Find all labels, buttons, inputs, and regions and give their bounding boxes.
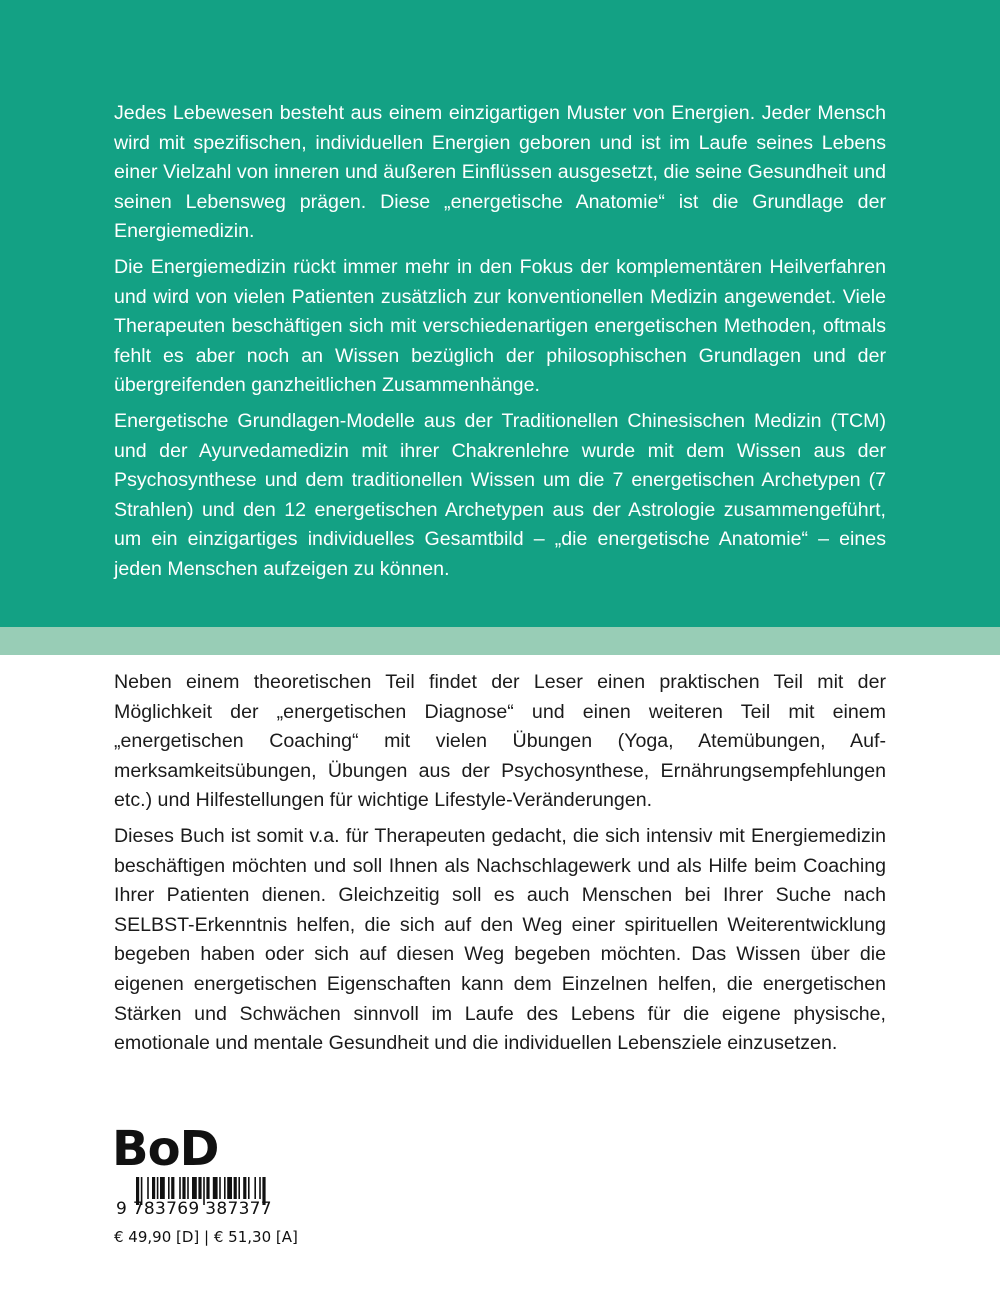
barcode-bar [147,1177,149,1199]
barcode-bar [238,1177,240,1199]
barcode-bar [171,1177,174,1199]
blurb-paragraph-2: Die Energiemedizin rückt immer mehr in den Fokus der komplementären Heilverfahren und wird von vielen Patienten zusätzlich zur konventionellen Medizin angewendet. Viele Therapeuten beschäftigen sich mit verschiedenartigen energetischen Methoden, oftmals fehlt es aber noch an Wissen bezüglich der philosophischen Grundlagen und der übergreifenden ganzheitlichen Zusammenhänge. [114,255,886,397]
barcode-bar [168,1177,170,1199]
barcode-bar [206,1177,209,1199]
barcode-bar [179,1177,181,1199]
price-label: € 49,90 [D] | € 51,30 [A] [114,1228,298,1246]
barcode-bar [152,1177,155,1199]
blurb-paragraph-3: Energetische Grundlagen-Modelle aus der Traditionellen Chinesischen Medizin (TCM) und der Ayurvedamedizin mit ihrer Chakrenlehre wurde mit dem Wissen aus der Psychosynthese und dem traditionellen Wissen um die 7 energetischen Archetypen (7 Strahlen) und den 12 energetischen Archetypen aus der Astrologie zusammengeführt, um ein einzigartiges individuelles Gesamtbild – „die energetische Anatomie“ – eines jeden Menschen aufzeigen zu können. [114,409,886,580]
barcode-bar [234,1177,237,1199]
barcode-bar [198,1177,201,1199]
barcode-bar [192,1177,197,1199]
barcode-bar [227,1177,232,1199]
barcode-bar [219,1177,221,1199]
barcode-bar [243,1177,246,1199]
barcode-bar [160,1177,165,1199]
barcode-bar [213,1177,218,1199]
barcode-bar [182,1177,185,1199]
barcode-bar [254,1177,256,1199]
blurb-paragraph-4: Neben einem theoretischen Teil findet der Leser einen praktischen Teil mit der Möglichkeit der „energetischen Diagnose“ und einen weiteren Teil mit einem „energetischen Coaching“ mit vielen Übungen (Yoga, Atemübungen, Aufmerksamkeitsübungen, Übungen aus der Psychosynthese, Ernährungsempfehlungen etc.) und Hilfestellungen für wichtige Lifestyle-Veränderungen. [114,671,886,812]
isbn-barcode [114,1177,284,1221]
blurb-paragraph-1: Jedes Lebewesen besteht aus einem einzigartigen Muster von Energien. Jeder Mensch wird mit spezifischen, individuellen Energien geboren und ist im Laufe seines Lebens einer Vielzahl von inneren und äußeren Einflüssen ausgesetzt, die seine Gesundheit und seinen Lebensweg prägen. Diese „energetische Anatomie“ ist die Grundlage der Energiemedizin. [114,102,886,243]
barcode-bar [259,1177,261,1199]
barcode-bar [187,1177,189,1199]
top-blurb [114,99,886,591]
publisher-logo: BoD [112,1121,219,1177]
divider-stripe [0,627,1000,655]
blurb-paragraph-5: Dieses Buch ist somit v.a. für Therapeuten gedacht, die sich intensiv mit Energiemedizin beschäftigen möchten und soll Ihnen als Nachschlagewerk und als Hilfe beim Coaching Ihrer Patienten dienen. Gleichzeitig soll es auch Menschen bei Ihrer Suche nach SELBST-Erkenntnis helfen, die sich auf den Weg einer spirituellen Weiterentwicklung begeben haben oder sich auf diesen Weg begeben möchten. Das Wissen über die eigenen energetischen Eigenschaften kann dem Einzelnen helfen, die energetischen Stärken und Schwächen sinnvoll im Laufe des Lebens für die eigene physische, emotionale und mentale Gesundheit und die individuellen Lebensziele einzusetzen. [114,824,886,1055]
barcode-bar [248,1177,250,1199]
bottom-blurb [114,668,886,1065]
barcode-bar [157,1177,159,1199]
isbn-digits: 9 783769 387377 [116,1199,272,1219]
barcode-bar [224,1177,226,1199]
